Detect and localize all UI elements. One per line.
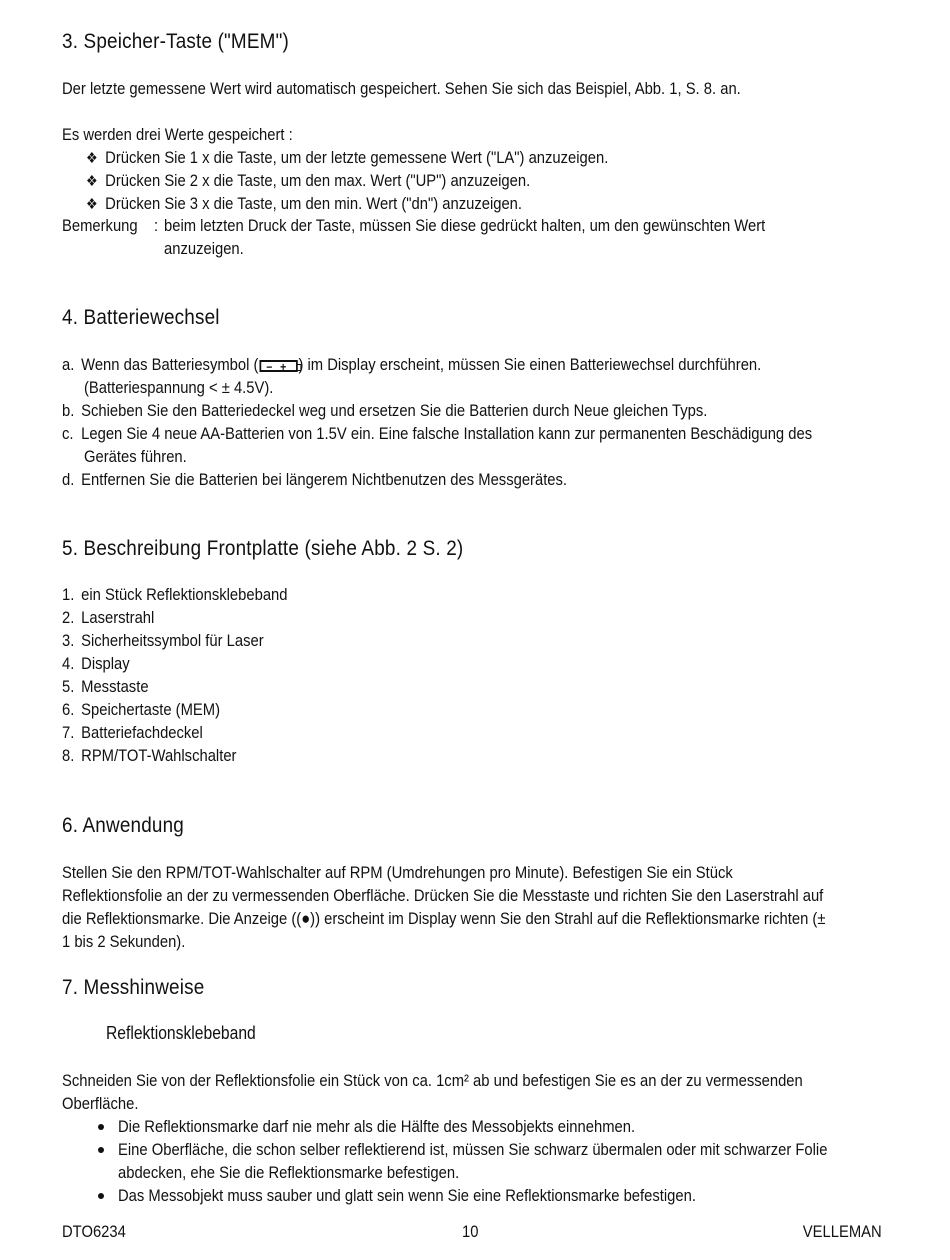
list-item <box>62 629 264 652</box>
list-item-text: Wenn das Batteriesymbol ( <box>81 355 259 374</box>
list-item-text: Laserstrahl <box>81 608 155 627</box>
list-item-text: Drücken Sie 1 x die Taste, um der letzte gemessene Wert ("LA") anzuzeigen. <box>105 148 609 167</box>
list-item-label: c. <box>62 424 74 443</box>
section-6-line: Reflektionsfolie an der zu vermessenden Oberfläche. Drücken Sie die Messtaste und richten Sie den Laserstrahl auf <box>62 886 824 905</box>
list-item-text: Schieben Sie den Batteriedeckel weg und ersetzen Sie die Batterien durch Neue gleichen Typs. <box>81 401 708 420</box>
section-6-line: die Reflektionsmarke. Die Anzeige ((●)) erscheint im Display wenn Sie den Strahl auf die Reflektionsmarke richten (± <box>62 909 826 928</box>
list-item <box>62 606 154 629</box>
diamond-bullet-icon: ❖ <box>86 173 98 190</box>
round-bullet-icon <box>98 1193 104 1199</box>
list-item-label: a. <box>62 355 75 374</box>
heading-section-7: 7. Messhinweise <box>62 976 205 999</box>
list-item <box>62 468 567 491</box>
list-item: Die Reflektionsmarke darf nie mehr als die Hälfte des Messobjekts einnehmen. <box>118 1117 636 1136</box>
section-7-line: Oberfläche. <box>62 1094 139 1113</box>
list-item-continuation: Gerätes führen. <box>84 447 187 466</box>
heading-section-6: 6. Anwendung <box>62 814 184 837</box>
list-item-text: ein Stück Reflektionsklebeband <box>81 585 288 604</box>
list-item-label: 1. <box>62 585 75 604</box>
list-item <box>86 192 522 216</box>
list-item-text: Speichertaste (MEM) <box>81 700 221 719</box>
section-6-line: Stellen Sie den RPM/TOT-Wahlschalter auf RPM (Umdrehungen pro Minute). Befestigen Sie ein Stück <box>62 863 733 882</box>
list-item-label: 6. <box>62 700 75 719</box>
list-item <box>62 675 149 698</box>
list-item <box>62 652 130 675</box>
list-item-text: Drücken Sie 3 x die Taste, um den min. Wert ("dn") anzuzeigen. <box>105 194 523 213</box>
section-3-paragraph-1: Der letzte gemessene Wert wird automatisch gespeichert. Sehen Sie sich das Beispiel, Abb. 1, S. 8. an. <box>62 79 741 98</box>
section-6-line: 1 bis 2 Sekunden). <box>62 932 186 951</box>
list-item <box>86 146 608 170</box>
list-item-text: Display <box>81 654 130 673</box>
list-item-text: RPM/TOT-Wahlschalter <box>81 746 237 765</box>
note-label: Bemerkung <box>62 216 138 235</box>
round-bullet-icon <box>98 1147 104 1153</box>
list-item-text: Batteriefachdeckel <box>81 723 203 742</box>
list-item <box>62 721 203 744</box>
list-item-continuation: abdecken, ehe Sie die Reflektionsmarke befestigen. <box>118 1163 460 1182</box>
list-item <box>62 744 236 767</box>
note-text-line-2: anzuzeigen. <box>164 239 244 258</box>
diamond-bullet-icon: ❖ <box>86 150 98 167</box>
list-item-label: 5. <box>62 677 75 696</box>
list-item-continuation: (Batteriespannung < ± 4.5V). <box>84 378 274 397</box>
section-3-paragraph-2: Es werden drei Werte gespeichert : <box>62 125 293 144</box>
list-item-label: d. <box>62 470 75 489</box>
list-item-text: ) im Display erscheint, müssen Sie einen Batteriewechsel durchführen. <box>298 355 762 374</box>
list-item <box>62 698 220 721</box>
list-item: Das Messobjekt muss sauber und glatt sein wenn Sie eine Reflektionsmarke befestigen. <box>118 1186 696 1205</box>
list-item-label: b. <box>62 401 75 420</box>
note-text-line-1: beim letzten Druck der Taste, müssen Sie diese gedrückt halten, um den gewünschten Wert <box>164 216 766 235</box>
section-7-line: Schneiden Sie von der Reflektionsfolie ein Stück von ca. 1cm² ab und befestigen Sie es an der zu vermessenden <box>62 1071 803 1090</box>
list-item <box>62 399 707 422</box>
list-item <box>62 353 761 376</box>
footer-right: VELLEMAN <box>803 1222 882 1241</box>
list-item-label: 2. <box>62 608 75 627</box>
list-item <box>62 422 812 445</box>
list-item-label: 3. <box>62 631 75 650</box>
subheading: Reflektionsklebeband <box>106 1023 256 1043</box>
list-item <box>86 169 530 193</box>
list-item-label: 7. <box>62 723 75 742</box>
list-item-text: Messtaste <box>81 677 149 696</box>
list-item-text: Drücken Sie 2 x die Taste, um den max. Wert ("UP") anzuzeigen. <box>105 171 531 190</box>
heading-section-4: 4. Batteriewechsel <box>62 306 220 329</box>
list-item-label: 4. <box>62 654 75 673</box>
heading-section-5: 5. Beschreibung Frontplatte (siehe Abb. 2 S. 2) <box>62 537 464 560</box>
list-item: Eine Oberfläche, die schon selber reflektierend ist, müssen Sie schwarz übermalen oder mit schwarzer Folie <box>118 1140 828 1159</box>
note-colon: : <box>154 216 159 235</box>
page-number: 10 <box>462 1222 479 1241</box>
diamond-bullet-icon: ❖ <box>86 196 98 213</box>
heading-section-3: 3. Speicher-Taste ("MEM") <box>62 30 289 53</box>
battery-icon: − + <box>259 360 297 372</box>
list-item-text: Entfernen Sie die Batterien bei längerem Nichtbenutzen des Messgerätes. <box>81 470 568 489</box>
round-bullet-icon <box>98 1124 104 1130</box>
list-item <box>62 583 288 606</box>
footer-left: DTO6234 <box>62 1222 126 1241</box>
list-item-text: Legen Sie 4 neue AA-Batterien von 1.5V ein. Eine falsche Installation kann zur permanenten Beschädigung des <box>81 424 813 443</box>
list-item-text: Sicherheitssymbol für Laser <box>81 631 264 650</box>
list-item-label: 8. <box>62 746 75 765</box>
